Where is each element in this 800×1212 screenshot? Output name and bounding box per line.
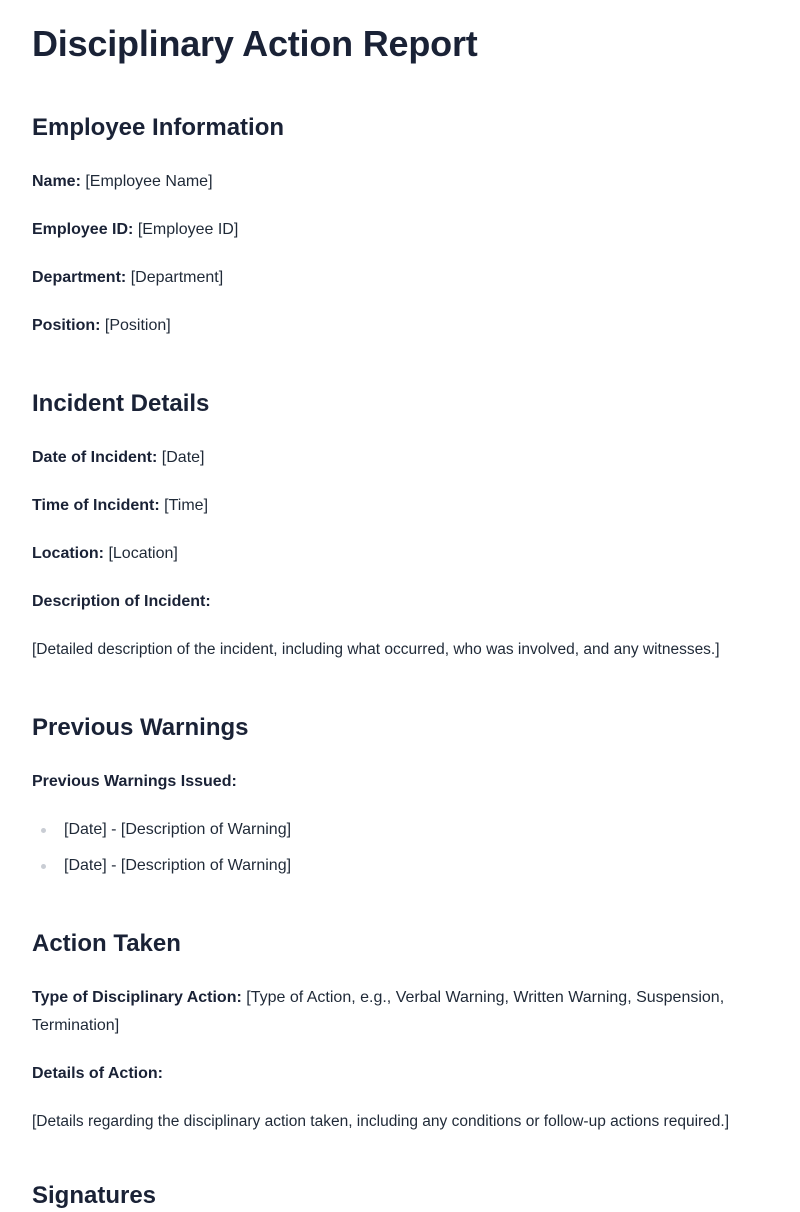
field-details-of-action bbox=[32, 1060, 768, 1088]
section-heading-signatures: Signatures bbox=[32, 1182, 157, 1209]
field-previous-warnings-issued bbox=[32, 768, 768, 796]
field-location bbox=[32, 540, 768, 568]
field-label: Details of Action: bbox=[32, 1065, 163, 1082]
field-date-of-incident bbox=[32, 444, 768, 472]
field-label: Location: bbox=[32, 545, 104, 562]
list-item-text: [Date] - [Description of Warning] bbox=[64, 821, 292, 838]
field-employee-name bbox=[32, 168, 768, 196]
field-label: Previous Warnings Issued: bbox=[32, 773, 237, 790]
field-value: [Position] bbox=[104, 317, 171, 334]
field-department bbox=[32, 264, 768, 292]
section-heading-action-taken: Action Taken bbox=[32, 930, 181, 957]
field-value: [Employee Name] bbox=[85, 173, 213, 190]
field-description-of-incident bbox=[32, 588, 768, 616]
list-item-text: [Date] - [Description of Warning] bbox=[64, 857, 292, 874]
field-type-of-disciplinary-action bbox=[32, 984, 732, 1040]
bullet-icon bbox=[41, 828, 46, 833]
page-title: Disciplinary Action Report bbox=[32, 23, 478, 64]
section-heading-previous-warnings: Previous Warnings bbox=[32, 714, 249, 741]
field-label: Employee ID: bbox=[32, 221, 134, 238]
field-label: Name: bbox=[32, 173, 81, 190]
field-label: Description of Incident: bbox=[32, 593, 211, 610]
field-value: [Type of Action, e.g., Verbal Warning, Written Warning, Suspension, Termination] bbox=[32, 989, 725, 1034]
section-heading-employee-information: Employee Information bbox=[32, 114, 285, 141]
field-label: Position: bbox=[32, 317, 101, 334]
action-details-text: [Details regarding the disciplinary action taken, including any conditions or follow-up actions required.] bbox=[32, 1113, 730, 1130]
field-value: [Date] bbox=[161, 449, 205, 466]
field-label: Department: bbox=[32, 269, 127, 286]
field-label: Type of Disciplinary Action: bbox=[32, 989, 242, 1006]
field-position bbox=[32, 312, 768, 340]
field-value: [Time] bbox=[164, 497, 209, 514]
field-label: Date of Incident: bbox=[32, 449, 158, 466]
incident-description-text: [Detailed description of the incident, including what occurred, who was involved, and any witnesses.] bbox=[32, 641, 720, 658]
field-label: Time of Incident: bbox=[32, 497, 160, 514]
section-heading-incident-details: Incident Details bbox=[32, 390, 210, 417]
field-value: [Department] bbox=[130, 269, 224, 286]
field-value: [Location] bbox=[108, 545, 178, 562]
field-time-of-incident bbox=[32, 492, 768, 520]
field-value: [Employee ID] bbox=[137, 221, 239, 238]
field-employee-id bbox=[32, 216, 768, 244]
bullet-icon bbox=[41, 864, 46, 869]
